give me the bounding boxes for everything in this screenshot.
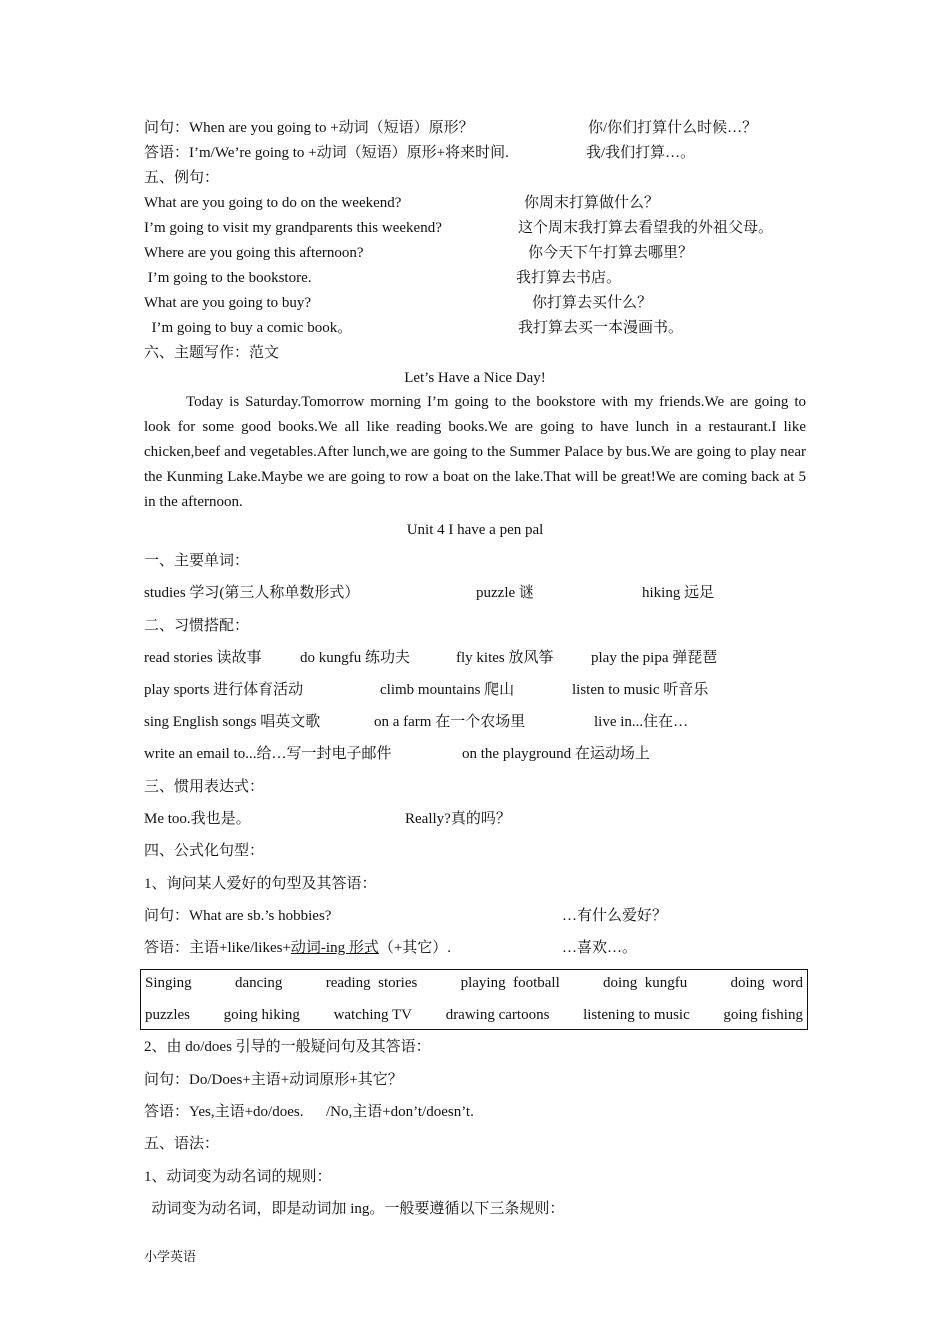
- phrase: fly kites 放风筝: [456, 650, 554, 666]
- section-heading: 二、习惯搭配：: [144, 618, 250, 634]
- unit-title: Unit 4 I have a pen pal: [406, 522, 544, 538]
- pattern-title: 1、询问某人爱好的句型及其答语：: [144, 876, 377, 892]
- example-cn: 你打算去买什么？: [532, 295, 653, 311]
- pattern-answer-underlined: 动词-ing 形式: [290, 940, 379, 956]
- example-en: What are you going to do on the weekend?: [144, 195, 402, 211]
- section-heading: 一、主要单词：: [144, 553, 250, 569]
- pattern-answer-translation: …喜欢…。: [562, 940, 638, 956]
- grammar-title: 1、动词变为动名词的规则：: [144, 1169, 332, 1185]
- section-heading: 五、例句：: [144, 170, 220, 186]
- example-cn: 我打算去买一本漫画书。: [518, 320, 684, 336]
- phrase: on a farm 在一个农场里: [374, 714, 526, 730]
- question-formula-translation: 你/你们打算什么时候…？: [588, 120, 758, 136]
- hobby-item: Singing: [145, 975, 192, 991]
- phrase: live in...住在…: [594, 714, 689, 730]
- section-heading: 六、主题写作：范文: [144, 345, 280, 361]
- pattern-answer-prefix: 答语：主语+like/likes+: [144, 940, 291, 956]
- vocab-word: studies 学习(第三人称单数形式）: [144, 585, 360, 601]
- phrase: listen to music 听音乐: [572, 682, 709, 698]
- hobby-item: playing football: [460, 975, 560, 991]
- example-en: I’m going to visit my grandparents this weekend?: [144, 220, 442, 236]
- phrase: on the playground 在运动场上: [462, 746, 650, 762]
- phrase: play the pipa 弹琵琶: [591, 650, 718, 666]
- phrase: play sports 进行体育活动: [144, 682, 304, 698]
- hobbies-row: [145, 1005, 803, 1025]
- hobbies-box: [140, 969, 808, 1030]
- phrase: write an email to...给…写一封电子邮件: [144, 746, 392, 762]
- example-en: What are you going to buy?: [144, 295, 312, 311]
- hobbies-row: [145, 973, 803, 993]
- pattern-answer: 答语：Yes,主语+do/does. /No,主语+don’t/doesn’t.: [144, 1104, 474, 1120]
- pattern-question: 问句：Do/Does+主语+动词原形+其它？: [144, 1072, 403, 1088]
- pattern-answer-suffix: （+其它）.: [378, 940, 452, 956]
- expression: Me too.我也是。: [144, 811, 251, 827]
- hobby-item: going fishing: [723, 1007, 803, 1023]
- vocab-word: hiking 远足: [642, 585, 715, 601]
- phrase: sing English songs 唱英文歌: [144, 714, 321, 730]
- hobby-item: doing word: [730, 975, 803, 991]
- pattern-question-translation: …有什么爱好？: [562, 908, 668, 924]
- pattern-title: 2、由 do/does 引导的一般疑问句及其答语：: [144, 1039, 431, 1055]
- hobby-item: drawing cartoons: [445, 1007, 550, 1023]
- phrase: do kungfu 练功夫: [300, 650, 410, 666]
- answer-formula-translation: 我/我们打算…。: [586, 145, 696, 161]
- pattern-question: 问句：What are sb.’s hobbies?: [144, 908, 332, 924]
- pattern-answer: [144, 938, 451, 958]
- hobby-item: doing kungfu: [603, 975, 688, 991]
- hobby-item: dancing: [234, 975, 283, 991]
- grammar-text: 动词变为动名词，即是动词加 ing。一般要遵循以下三条规则：: [144, 1201, 565, 1217]
- example-cn: 我打算去书店。: [516, 270, 622, 286]
- hobby-item: going hiking: [223, 1007, 300, 1023]
- example-cn: 你今天下午打算去哪里？: [528, 245, 694, 261]
- example-en: I’m going to the bookstore.: [144, 270, 312, 286]
- hobby-item: reading stories: [325, 975, 418, 991]
- phrase: read stories 读故事: [144, 650, 262, 666]
- section-heading: 三、惯用表达式：: [144, 779, 265, 795]
- answer-formula: 答语：I’m/We’re going to +动词（短语）原形+将来时间.: [144, 145, 509, 161]
- hobby-item: listening to music: [583, 1007, 690, 1023]
- section-heading: 五、语法：: [144, 1136, 220, 1152]
- essay-body: [144, 390, 806, 515]
- expression: Really?真的吗？: [405, 811, 511, 827]
- hobby-item: puzzles: [145, 1007, 190, 1023]
- question-formula: 问句：When are you going to +动词（短语）原形？: [144, 120, 474, 136]
- essay-paragraph: Today is Saturday.Tomorrow morning I’m going to the bookstore with my friends.We are going to look for some good books.We all like reading books.We are going to have lunch in a restaurant.I like chicken,beef and vegetables.After lunch,we are going to the Summer Palace by bus.We are going to play near the Kunming Lake.Maybe we are going to row a boat on the lake.That will be great!We are coming back at 5 in the afternoon.: [144, 394, 806, 510]
- example-en: Where are you going this afternoon?: [144, 245, 364, 261]
- vocab-word: puzzle 谜: [476, 585, 534, 601]
- example-cn: 这个周末我打算去看望我的外祖父母。: [518, 220, 774, 236]
- hobby-item: watching TV: [333, 1007, 413, 1023]
- example-en: I’m going to buy a comic book。: [144, 320, 353, 336]
- section-heading: 四、公式化句型：: [144, 843, 265, 859]
- example-cn: 你周末打算做什么？: [524, 195, 660, 211]
- phrase: climb mountains 爬山: [380, 682, 515, 698]
- essay-title: Let’s Have a Nice Day!: [404, 370, 546, 386]
- page-footer: 小学英语: [144, 1249, 197, 1264]
